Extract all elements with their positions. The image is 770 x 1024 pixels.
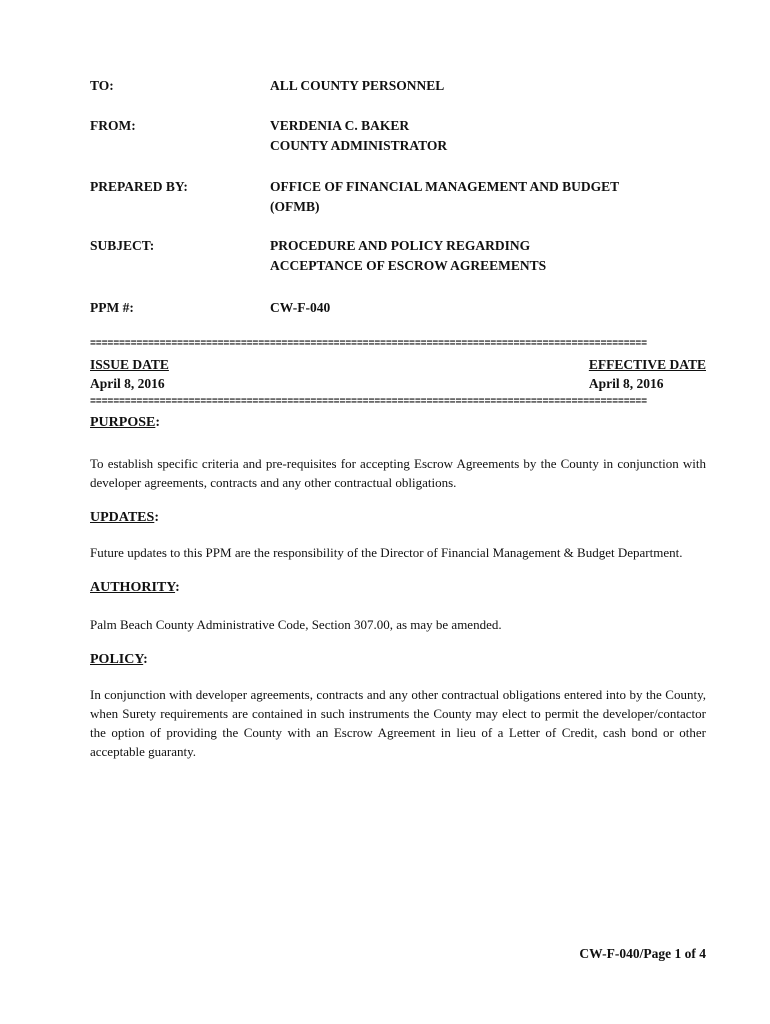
from-value-line-2: COUNTY ADMINISTRATOR [270, 138, 448, 153]
to-value [270, 76, 444, 96]
subject-label: SUBJECT: [90, 238, 155, 253]
to-value-line: ALL COUNTY PERSONNEL [270, 78, 445, 93]
to-label: TO: [90, 78, 114, 93]
separator-rule-bottom: ================================================================================================ [90, 397, 647, 408]
from-value-line-1: VERDENIA C. BAKER [270, 118, 410, 133]
page-footer: CW-F-040/Page 1 of 4 [579, 946, 706, 961]
ppm-label: PPM #: [90, 300, 134, 315]
subject-value-line-1: PROCEDURE AND POLICY REGARDING [270, 238, 531, 253]
subject-value-line-2: ACCEPTANCE OF ESCROW AGREEMENTS [270, 258, 547, 273]
effective-date-label: EFFECTIVE DATE [588, 357, 706, 372]
effective-date [589, 355, 706, 393]
updates-heading: UPDATES: [90, 510, 159, 525]
purpose-heading: PURPOSE: [90, 415, 161, 430]
prepared-by-value [270, 177, 619, 217]
issue-date-value: April 8, 2016 [90, 376, 165, 391]
prepared-by-label: PREPARED BY: [90, 179, 188, 194]
policy-heading: POLICY: [90, 652, 148, 667]
prepared-by-value-line-2: (OFMB) [270, 199, 320, 214]
policy-text: In conjunction with developer agreements, contracts and any other contractual obligations entered into by the County, when Surety requirements are contained in such instruments the County may elect to permit the developer/contactor the option of providing the County with an Escrow Agreement in lieu of a Letter of Credit, cash bond or other acceptable guaranty. [90, 687, 706, 759]
prepared-by-value-line-1: OFFICE OF FINANCIAL MANAGEMENT AND BUDGET [270, 179, 620, 194]
issue-date-label: ISSUE DATE [90, 357, 169, 372]
dates-block [90, 355, 706, 395]
purpose-text: To establish specific criteria and pre-requisites for accepting Escrow Agreements by the County in conjunction with developer agreements, contracts and any other contractual obligations. [90, 456, 706, 490]
separator-rule-top: ================================================================================================ [90, 339, 647, 350]
ppm-value-line: CW-F-040 [270, 300, 331, 315]
updates-text: Future updates to this PPM are the responsibility of the Director of Financial Management & Budget Department. [90, 545, 683, 560]
subject-value [270, 236, 546, 276]
from-label: FROM: [90, 118, 136, 133]
effective-date-value: April 8, 2016 [588, 376, 664, 391]
from-value [270, 116, 447, 156]
authority-text: Palm Beach County Administrative Code, Section 307.00, as may be amended. [90, 617, 502, 632]
ppm-value [270, 298, 330, 318]
authority-heading: AUTHORITY: [90, 580, 180, 595]
issue-date [90, 355, 169, 393]
